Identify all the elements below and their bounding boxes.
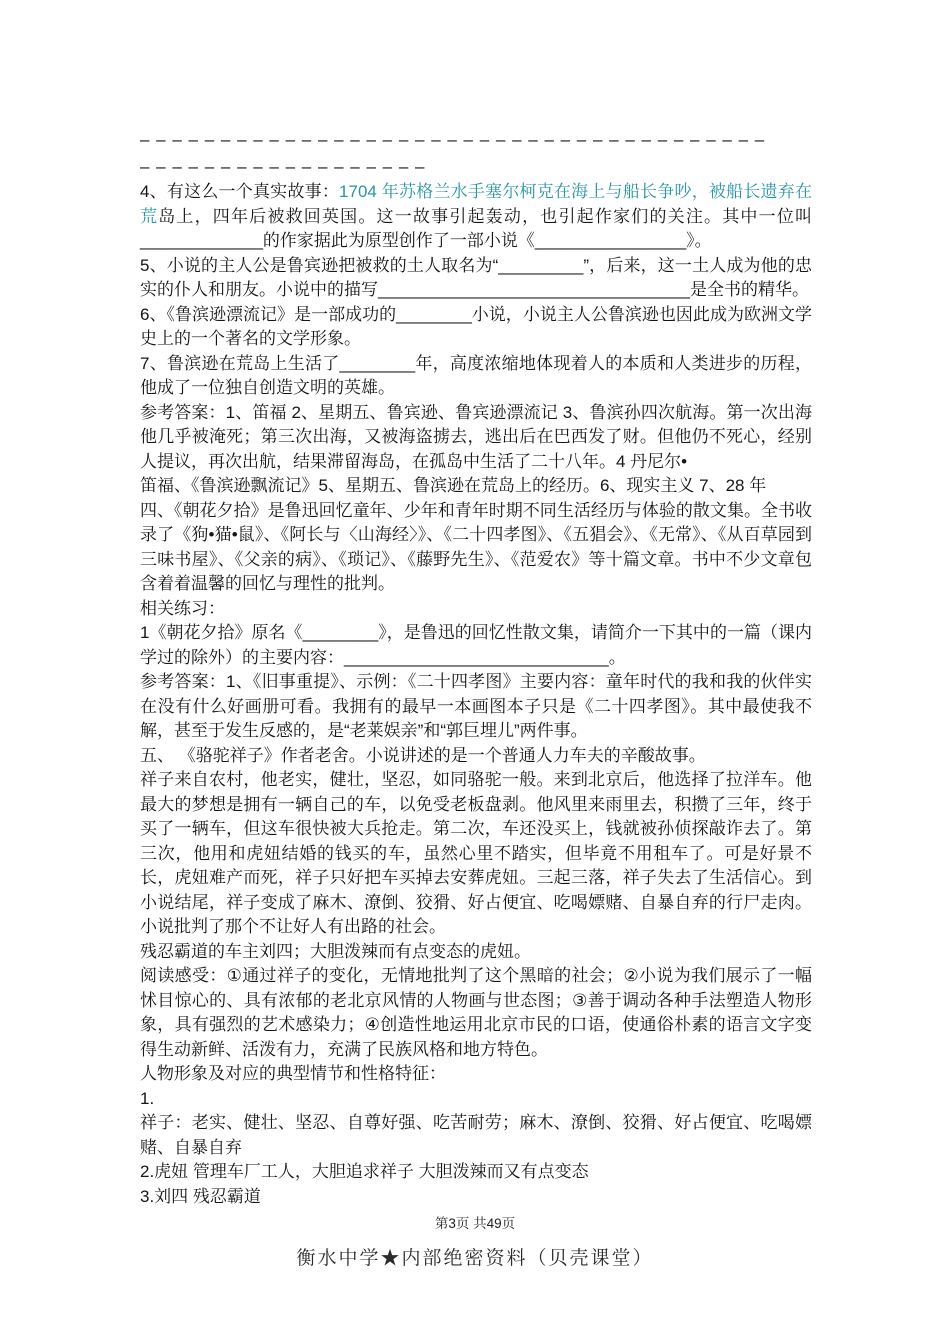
question-6: 6、《鲁滨逊漂流记》是一部成功的________小说，小说主人公鲁滨逊也因此成为欧洲文学史上的一个著名的文学形象。 — [140, 304, 812, 348]
question-4-rest: 岛上，四年后被救回英国。这一故事引起轰动，也引起作家们的关注。其中一位叫_____________的作家据此为原型创作了一部小说《________________》。 — [140, 206, 813, 250]
watermark-brand: 衡水中学★内部绝密资料（贝壳课堂） — [296, 1248, 654, 1269]
character-xiangzi-traits: 祥子：老实、健壮、坚忍、自尊好强、吃苦耐劳；麻木、潦倒、狡猾、好占便宜、吃喝嫖赌、自暴自弃 — [140, 1113, 812, 1157]
xiangzi-story-summary: 祥子来自农村，他老实，健壮，坚忍，如同骆驼一般。来到北京后，他选择了拉洋车。他最大的梦想是拥有一辆自己的车，以免受老板盘剥。他风里来雨里去，积攒了三年，终于买了一辆车，但这车很快被大兵抢走。第二次，车还没买上，钱就被孙侦探敲诈去了。第三次，他用和虎妞结婚的钱买的车，虽然心里不踏实，但毕竟不用租车了。可是好景不长，虎妞难产而死，祥子只好把车买掉去安葬虎妞。三起三落，祥子失去了生活信心。到小说结尾，祥子变成了麻木、潦倒、狡猾、好占便宜、吃喝嫖赌、自暴自弃的行尸走肉。小说批判了那个不让好人有出路的社会。 — [140, 770, 812, 936]
document-page — [140, 126, 812, 1209]
question-4-highlighted-text: 1704 年苏格兰水手塞尔柯克在海上与船长争吵，被船长遗弃在荒 — [140, 182, 812, 226]
dashed-separator-line-1: – – – – – – – – – – – – – – – – – – – – – – – – – – – – – – – – – – – – – – – — [140, 130, 766, 149]
question-4 — [140, 180, 812, 254]
exercise-1: 1《朝花夕拾》原名《________》，是鲁迅的回忆性散文集，请简介一下其中的一篇（课内学过的除外）的主要内容：____________________________。 — [140, 623, 812, 667]
related-exercises-heading: 相关练习： — [140, 598, 225, 618]
reference-answers-robinson-part1: 参考答案：1、笛福 2、星期五、鲁宾逊、鲁宾逊漂流记 3、鲁滨孙四次航海。第一次出海他几乎被淹死；第三次出海，又被海盗掳去，逃出后在巴西发了财。但他仍不死心，经别人提议，再次出航，结果滞留海岛，在孤岛中生活了二十八年。4 丹尼尔• — [140, 402, 812, 471]
section-4-zhaohuaxishi: 四、《朝花夕拾》是鲁迅回忆童年、少年和青年时期不同生活经历与体验的散文集。全书收录了《狗•猫•鼠》、《阿长与〈山海经〉》、《二十四孝图》、《五猖会》、《无常》、《从百草园到三味书屋》、《父亲的病》、《琐记》、《藤野先生》、《范爱农》等十篇文章。书中不少文章包含着着温馨的回忆与理性的批判。 — [140, 500, 812, 593]
question-5: 5、小说的主人公是鲁宾逊把被救的土人取名为“_________”，后来，这一土人成为他的忠实的仆人和朋友。小说中的描写_________________________________是全书的精华。 — [140, 255, 812, 299]
reference-answers-robinson-part2: 笛福、《鲁滨逊飘流记》5、星期五、鲁滨逊在荒岛上的经历。6、现实主义 7、28 年 — [140, 476, 767, 495]
reading-impressions: 阅读感受：①通过祥子的变化，无情地批判了这个黑暗的社会；②小说为我们展示了一幅怵目惊心的、具有浓郁的老北京风情的人物画与世态图；③善于调动各种手法塑造人物形象，具有强烈的艺术感染力；④创造性地运用北京市民的口语，使通俗朴素的语言文字变得生动新鲜、活泼有力，充满了民族风格和地方特色。 — [140, 966, 812, 1059]
section-5-luotuoxiangzi: 五、 《骆驼祥子》作者老舍。小说讲述的是一个普通人力车夫的辛酸故事。 — [140, 745, 706, 765]
characters-list-item-number: 1. — [140, 1088, 155, 1108]
characters-list-heading: 人物形象及对应的典型情节和性格特征： — [140, 1064, 446, 1083]
characters-brief-line: 残忍霸道的车主刘四；大胆泼辣而有点变态的虎妞。 — [140, 941, 531, 961]
question-4-prefix: 4、有这么一个真实故事： — [140, 182, 340, 201]
character-liusi-traits: 3.刘四 残忍霸道 — [140, 1186, 261, 1206]
page-number-indicator: 第3页 共49页 — [434, 1216, 516, 1231]
dashed-separator-line-2: – – – – – – – – – – – – – – – – – – — [140, 157, 426, 176]
character-huniu-traits: 2.虎妞 管理车厂工人，大胆追求祥子 大胆泼辣而又有点变态 — [140, 1162, 589, 1181]
reference-answers-zhaohuaxishi: 参考答案：1、《旧事重提》、示例：《二十四孝图》主要内容：童年时代的我和我的伙伴实在没有什么好画册可看。我拥有的最早一本画图本子只是《二十四孝图》。其中最使我不解，甚至于发生反感的，是“老莱娱亲”和“郭巨埋儿”两件事。 — [140, 672, 812, 740]
question-7: 7、鲁滨逊在荒岛上生活了________年，高度浓缩地体现着人的本质和人类进步的历程，他成了一位独自创造文明的英雄。 — [140, 353, 812, 397]
